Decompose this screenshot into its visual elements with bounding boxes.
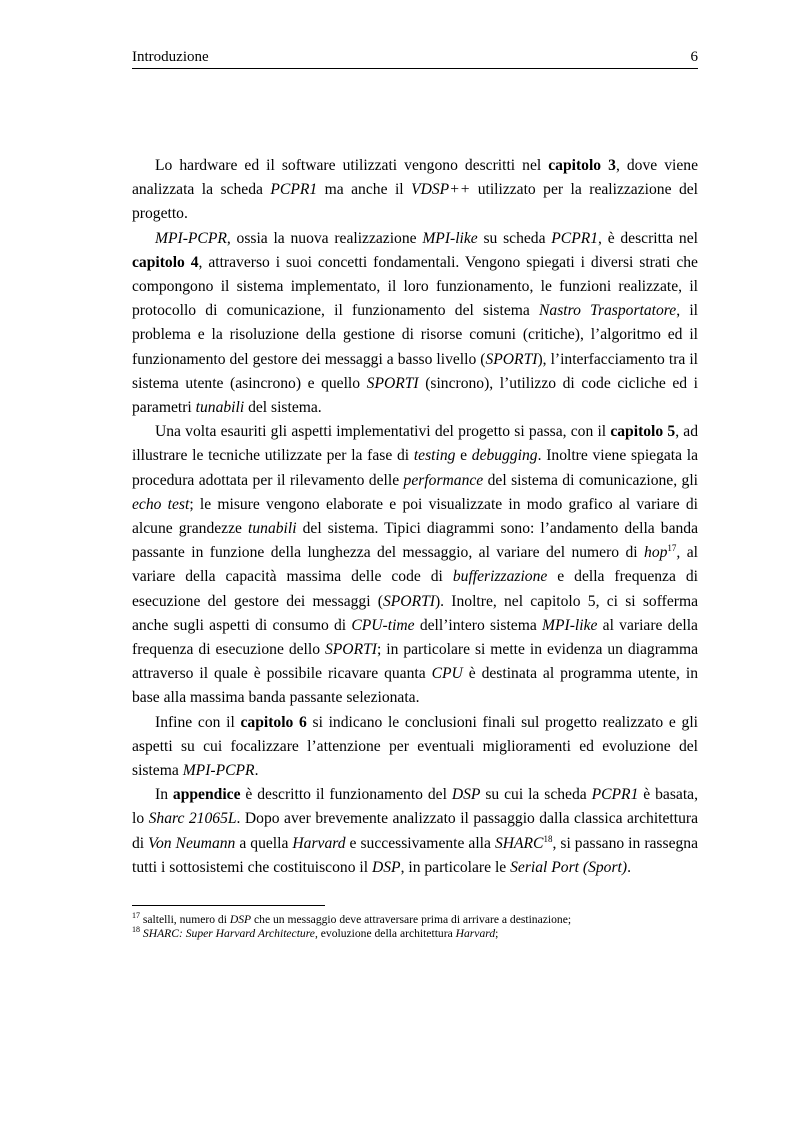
paragraph-1 xyxy=(132,154,698,227)
text: , in particolare le xyxy=(400,858,511,876)
text: ma anche il xyxy=(317,181,412,199)
text: e xyxy=(455,447,472,465)
italic-text: PCPR1 xyxy=(591,786,639,804)
text: ), l’interfacciamento tra il sistema utente (asincrono) e quello xyxy=(132,350,699,392)
italic-text: echo test xyxy=(132,495,190,513)
italic-text: debugging xyxy=(471,447,538,465)
footnote-separator xyxy=(132,905,325,906)
italic-text: Serial Port (Sport) xyxy=(510,858,628,876)
italic-text: CPU-time xyxy=(351,616,415,634)
text: ; le misure vengono elaborate e poi visualizzate in modo grafico al variare di alcune grandezze xyxy=(132,495,698,538)
text: Una volta esauriti gli aspetti implementativi del progetto si passa, con il xyxy=(155,423,611,441)
italic-text: SHARC xyxy=(494,834,544,852)
text: e della frequenza di esecuzione del gestore dei messaggi ( xyxy=(132,568,698,610)
italic-text: VDSP++ xyxy=(411,181,471,199)
italic-text: SPORTI xyxy=(366,374,419,392)
text: si indicano le conclusioni finali sul progetto realizzato e gli aspetti su cui focalizzare l’attenzione per eventuali miglioramenti ed evoluzione del sistema xyxy=(132,713,698,780)
italic-text: PCPR1 xyxy=(551,229,599,247)
text: (sincrono), l’utilizzo di code cicliche ed i parametri xyxy=(132,374,698,417)
paragraph-5 xyxy=(132,783,698,880)
text: del sistema. xyxy=(244,399,322,417)
italic-text: MPI-PCPR xyxy=(182,762,255,780)
text: ). Inoltre, nel capitolo 5, ci si sofferma anche sugli aspetti di consumo di xyxy=(132,592,699,634)
text: è descritto il funzionamento del xyxy=(240,786,452,804)
text: su scheda xyxy=(477,229,552,247)
text: del sistema di comunicazione, gli xyxy=(483,471,698,489)
text: , è descritta nel xyxy=(598,229,698,247)
paragraph-4 xyxy=(132,711,698,784)
bold-text: capitolo 6 xyxy=(240,713,307,731)
italic-text: Harvard xyxy=(292,834,346,852)
italic-text: DSP xyxy=(371,858,401,876)
footnote-ref-18[interactable]: 18 xyxy=(543,833,553,844)
italic-text: Nastro Trasportatore xyxy=(539,302,677,320)
text: , evoluzione della architettura xyxy=(314,927,456,940)
text: che un messaggio deve attraversare prima di arrivare a destinazione; xyxy=(251,913,572,926)
footnotes xyxy=(132,913,698,941)
text: al variare della capacità massima delle code di xyxy=(132,544,698,586)
italic-text: DSP xyxy=(229,913,252,926)
italic-text: MPI-like xyxy=(542,616,598,634)
text: utilizzato per la realizzazione del progetto. xyxy=(132,181,699,223)
text: . Inoltre viene spiegata la procedura adottata per il rilevamento delle xyxy=(132,447,699,489)
text: ; xyxy=(495,927,499,940)
text: . Dopo aver brevemente analizzato il passaggio dalla classica architettura di xyxy=(132,810,699,852)
text: Infine con il xyxy=(155,713,241,731)
italic-text: MPI-PCPR xyxy=(155,229,227,247)
italic-text: tunabili xyxy=(248,520,297,538)
text: su cui la scheda xyxy=(480,786,592,804)
italic-text: , xyxy=(676,544,681,562)
text: In xyxy=(155,786,173,804)
text: è destinata al programma utente, in base alla massima banda passante selezionata. xyxy=(132,665,698,707)
page-number: 6 xyxy=(690,49,698,65)
footnote-number: 18 xyxy=(132,925,140,935)
italic-text: Harvard xyxy=(455,927,496,940)
text: , dove viene analizzata la scheda xyxy=(132,157,699,199)
italic-text: hop xyxy=(644,544,668,562)
text: . xyxy=(254,762,259,780)
italic-text: performance xyxy=(403,471,484,489)
footnote-ref-17[interactable]: 17 xyxy=(667,543,677,554)
text: , il problema e la risoluzione della gestione di risorse comuni (critiche), l’algoritmo ed il funzionamento del gestore dei messaggi a basso livello ( xyxy=(132,302,698,368)
text: è basata, lo xyxy=(132,786,698,828)
bold-text: appendice xyxy=(172,786,241,804)
bold-text: capitolo 4 xyxy=(132,253,199,271)
text: dell’intero sistema xyxy=(414,616,543,634)
italic-text: MPI-like xyxy=(422,229,478,247)
footnote-18 xyxy=(132,927,698,941)
text: , attraverso i suoi concetti fondamentali. Vengono spiegati i diversi strati che compongono il sistema implementato, il loro funzionamento, le funzioni realizzate, il protocollo di comunicazione, il funzionamento del sistema xyxy=(132,253,698,320)
text: ; in particolare si mette in evidenza un diagramma attraverso il quale è possibile ricavare quanta xyxy=(132,641,699,683)
text: del sistema. Tipici diagrammi sono: l’andamento della banda passante in funzione della lunghezza del messaggio, al variare del numero di xyxy=(132,520,698,562)
italic-text: SHARC: Super Harvard Architecture xyxy=(140,927,315,940)
text: e successivamente alla xyxy=(345,834,495,852)
text: . xyxy=(627,858,631,876)
italic-text: SPORTI xyxy=(485,350,538,368)
paragraph-3 xyxy=(132,420,698,710)
italic-text: PCPR1 xyxy=(270,181,318,199)
text: a quella xyxy=(235,834,293,852)
footnote-number: 17 xyxy=(132,911,140,921)
running-title: Introduzione xyxy=(132,49,209,65)
body-text xyxy=(132,154,698,880)
italic-text: SPORTI xyxy=(324,641,377,659)
paragraph-2 xyxy=(132,227,698,421)
footnote-17 xyxy=(132,913,698,927)
text: saltelli, numero di xyxy=(140,913,230,926)
italic-text: Von Neumann xyxy=(148,834,236,852)
italic-text: CPU xyxy=(431,665,463,683)
italic-text: testing xyxy=(413,447,456,465)
bold-text: capitolo 5 xyxy=(610,423,676,441)
text: al variare della frequenza di esecuzione dello xyxy=(132,616,698,659)
bold-text: capitolo 3 xyxy=(548,157,616,174)
italic-text: bufferizzazione xyxy=(452,568,548,586)
italic-text: tunabili xyxy=(195,399,245,417)
italic-text: Sharc 21065L xyxy=(148,810,237,828)
text: , ad illustrare le tecniche utilizzate per la fase di xyxy=(132,423,699,465)
text: Lo hardware ed il software utilizzati vengono descritti nel xyxy=(155,157,549,174)
text: , ossia la nuova realizzazione xyxy=(226,229,423,247)
text: , si passano in rassegna tutti i sottosistemi che costituiscono il xyxy=(132,834,699,876)
page-header xyxy=(132,48,698,69)
italic-text: SPORTI xyxy=(382,592,435,610)
italic-text: DSP xyxy=(451,786,481,804)
